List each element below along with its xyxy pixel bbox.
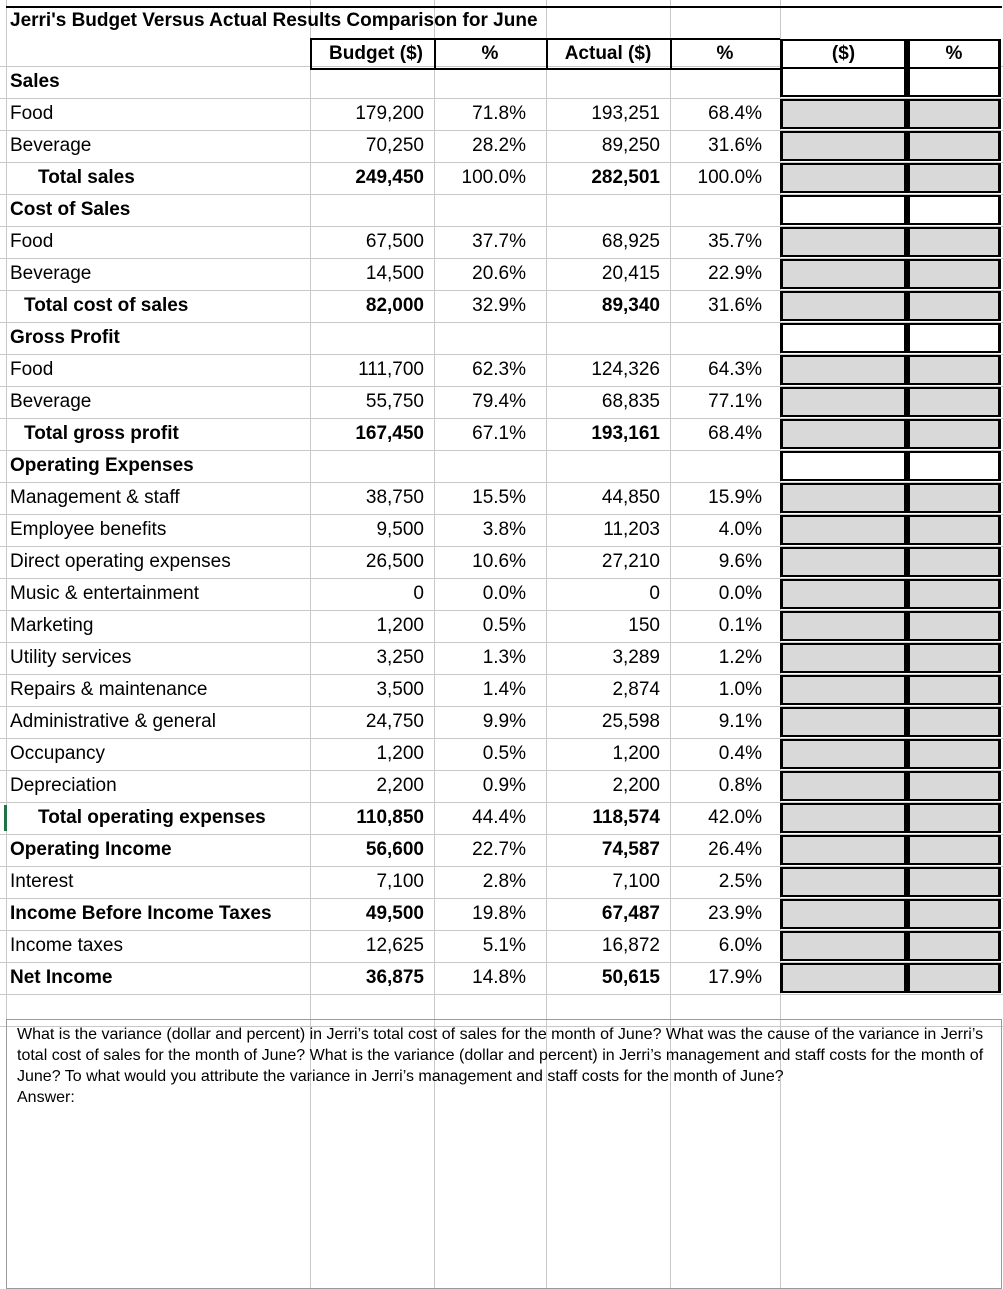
actual-pct-cell[interactable] xyxy=(670,194,780,226)
actual-cell[interactable] xyxy=(546,450,670,482)
budget-pct-cell[interactable]: 44.4% xyxy=(472,807,526,828)
budget-cell[interactable]: 0 xyxy=(413,583,424,604)
actual-cell[interactable] xyxy=(546,322,670,354)
row-label[interactable]: Utility services xyxy=(10,647,132,668)
actual-pct-cell[interactable]: 26.4% xyxy=(708,839,762,860)
budget-cell[interactable]: 14,500 xyxy=(365,263,424,284)
row-label[interactable]: Income Before Income Taxes xyxy=(10,903,272,924)
table-row xyxy=(0,546,1003,578)
actual-cell[interactable]: 20,415 xyxy=(601,263,660,284)
budget-cell[interactable]: 249,450 xyxy=(355,167,424,188)
actual-cell[interactable]: 3,289 xyxy=(612,647,660,668)
actual-cell[interactable]: 1,200 xyxy=(612,743,660,764)
row-label[interactable]: Depreciation xyxy=(10,775,117,796)
header-actual-pct[interactable]: % xyxy=(716,43,734,64)
question-box[interactable] xyxy=(6,1019,1002,1289)
budget-pct-cell[interactable]: 2.8% xyxy=(482,871,526,892)
variance-pct-input[interactable] xyxy=(907,259,1001,289)
variance-pct-input[interactable] xyxy=(907,547,1001,577)
budget-cell[interactable]: 70,250 xyxy=(365,135,424,156)
variance-dollar-input[interactable] xyxy=(780,387,907,417)
variance-pct-input[interactable] xyxy=(907,99,1001,129)
variance-dollar-input[interactable] xyxy=(780,611,907,641)
table-row xyxy=(0,738,1003,770)
budget-cell[interactable]: 111,700 xyxy=(358,359,424,380)
table-row xyxy=(0,610,1003,642)
actual-cell[interactable]: 74,587 xyxy=(601,839,660,860)
budget-cell[interactable]: 82,000 xyxy=(365,295,424,316)
budget-cell[interactable] xyxy=(310,450,434,482)
variance-dollar-input[interactable] xyxy=(780,835,907,865)
actual-cell[interactable]: 50,615 xyxy=(601,967,660,988)
variance-pct-input[interactable] xyxy=(907,675,1001,705)
actual-cell[interactable]: 193,161 xyxy=(591,423,660,444)
variance-dollar-input[interactable] xyxy=(780,291,907,321)
variance-pct-input[interactable] xyxy=(907,355,1001,385)
row-label[interactable]: Food xyxy=(10,103,54,124)
variance-pct-input[interactable] xyxy=(907,707,1001,737)
row-label[interactable]: Beverage xyxy=(10,135,92,156)
actual-cell[interactable]: 150 xyxy=(628,615,660,636)
actual-cell[interactable]: 118,574 xyxy=(592,807,660,828)
variance-dollar-input[interactable] xyxy=(780,67,907,97)
actual-cell[interactable]: 27,210 xyxy=(601,551,660,572)
table-row xyxy=(0,66,1003,98)
row-label[interactable]: Occupancy xyxy=(10,743,106,764)
variance-dollar-input[interactable] xyxy=(780,931,907,961)
budget-cell[interactable]: 26,500 xyxy=(365,551,424,572)
variance-pct-input[interactable] xyxy=(907,387,1001,417)
variance-pct-input[interactable] xyxy=(907,227,1001,257)
variance-pct-input[interactable] xyxy=(907,483,1001,513)
table-row xyxy=(0,194,1003,226)
actual-cell[interactable]: 11,203 xyxy=(603,519,660,540)
budget-pct-cell[interactable]: 71.8% xyxy=(472,103,526,124)
variance-pct-input[interactable] xyxy=(907,867,1001,897)
title-row xyxy=(0,6,1003,36)
variance-dollar-input[interactable] xyxy=(780,771,907,801)
actual-cell[interactable] xyxy=(546,194,670,226)
actual-cell[interactable]: 0 xyxy=(649,583,660,604)
table-row xyxy=(0,322,1003,354)
budget-pct-cell[interactable]: 22.7% xyxy=(472,839,526,860)
budget-cell[interactable]: 56,600 xyxy=(365,839,424,860)
table-row xyxy=(0,386,1003,418)
variance-dollar-input[interactable] xyxy=(780,259,907,289)
variance-pct-input[interactable] xyxy=(907,323,1001,353)
table-row xyxy=(0,706,1003,738)
budget-cell[interactable]: 36,875 xyxy=(365,967,424,988)
budget-cell[interactable]: 49,500 xyxy=(365,903,424,924)
budget-cell[interactable] xyxy=(310,194,434,226)
variance-dollar-input[interactable] xyxy=(780,515,907,545)
actual-cell[interactable]: 89,250 xyxy=(601,135,660,156)
variance-pct-input[interactable] xyxy=(907,515,1001,545)
budget-pct-cell[interactable]: 19.8% xyxy=(472,903,526,924)
table-row xyxy=(0,226,1003,258)
row-label[interactable]: Repairs & maintenance xyxy=(10,679,208,700)
answer-label: Answer: xyxy=(17,1089,75,1106)
row-label[interactable]: Operating Income xyxy=(10,839,172,860)
budget-pct-cell[interactable]: 10.6% xyxy=(472,551,526,572)
actual-cell[interactable] xyxy=(546,66,670,98)
actual-pct-cell[interactable]: 100.0% xyxy=(697,167,762,188)
actual-cell[interactable]: 89,340 xyxy=(601,295,660,316)
actual-pct-cell[interactable]: 4.0% xyxy=(718,519,762,540)
budget-pct-cell[interactable]: 67.1% xyxy=(472,423,526,444)
budget-cell[interactable]: 3,500 xyxy=(376,679,424,700)
row-label[interactable]: Total gross profit xyxy=(24,423,179,444)
actual-pct-cell[interactable] xyxy=(670,450,780,482)
actual-pct-cell[interactable]: 35.7% xyxy=(708,231,762,252)
table-row xyxy=(0,482,1003,514)
variance-pct-input[interactable] xyxy=(907,803,1001,833)
variance-pct-input[interactable] xyxy=(907,963,1001,993)
actual-pct-cell[interactable]: 1.2% xyxy=(718,647,762,668)
actual-pct-cell[interactable]: 2.5% xyxy=(718,871,762,892)
actual-cell[interactable]: 7,100 xyxy=(612,871,660,892)
budget-pct-cell[interactable]: 5.1% xyxy=(482,935,526,956)
budget-pct-cell[interactable] xyxy=(434,450,546,482)
budget-pct-cell[interactable]: 15.5% xyxy=(472,487,526,508)
variance-dollar-input[interactable] xyxy=(780,483,907,513)
budget-cell[interactable]: 55,750 xyxy=(365,391,424,412)
row-label[interactable]: Direct operating expenses xyxy=(10,551,231,572)
variance-dollar-input[interactable] xyxy=(780,419,907,449)
budget-pct-cell[interactable]: 100.0% xyxy=(461,167,526,188)
table-row xyxy=(0,578,1003,610)
variance-dollar-input[interactable] xyxy=(780,547,907,577)
table-row xyxy=(0,802,1003,834)
actual-pct-cell[interactable]: 31.6% xyxy=(708,135,762,156)
variance-dollar-input[interactable] xyxy=(780,323,907,353)
variance-dollar-input[interactable] xyxy=(780,899,907,929)
row-label[interactable]: Administrative & general xyxy=(10,711,216,732)
budget-pct-cell[interactable]: 14.8% xyxy=(472,967,526,988)
variance-pct-input[interactable] xyxy=(907,899,1001,929)
row-label[interactable]: Net Income xyxy=(10,967,113,988)
budget-pct-cell[interactable]: 20.6% xyxy=(472,263,526,284)
variance-pct-input[interactable] xyxy=(907,579,1001,609)
header-budget-pct[interactable]: % xyxy=(481,43,499,64)
title-top-border xyxy=(6,6,1002,8)
table-row xyxy=(0,162,1003,194)
budget-cell[interactable]: 1,200 xyxy=(376,743,424,764)
row-label[interactable]: Interest xyxy=(10,871,74,892)
row-label[interactable]: Total operating expenses xyxy=(38,807,266,828)
budget-pct-cell[interactable]: 0.0% xyxy=(482,583,526,604)
actual-cell[interactable]: 124,326 xyxy=(591,359,660,380)
variance-dollar-input[interactable] xyxy=(780,675,907,705)
variance-pct-input[interactable] xyxy=(907,195,1001,225)
budget-cell[interactable]: 167,450 xyxy=(355,423,424,444)
header-var-dollar[interactable]: ($) xyxy=(831,43,856,64)
row-label[interactable]: Food xyxy=(10,231,54,252)
actual-pct-cell[interactable]: 22.9% xyxy=(708,263,762,284)
variance-pct-input[interactable] xyxy=(907,419,1001,449)
question-text: What is the variance (dollar and percent) in Jerri’s total cost of sales for the month of June? What was the cause of the variance in Jerri’s total cost of sales for the month of June? What is the variance (dollar and percent) in Jerri’s management and staff costs for the month of June? To what would you attribute the variance in Jerri’s management and staff costs for the month of June? xyxy=(17,1026,984,1085)
row-label[interactable]: Food xyxy=(10,359,54,380)
row-label[interactable]: Marketing xyxy=(10,615,94,636)
row-label[interactable]: Beverage xyxy=(10,263,92,284)
variance-pct-input[interactable] xyxy=(907,771,1001,801)
variance-dollar-input[interactable] xyxy=(780,643,907,673)
budget-pct-cell[interactable] xyxy=(434,66,546,98)
table-row xyxy=(0,418,1003,450)
actual-cell[interactable]: 67,487 xyxy=(601,903,660,924)
table-row xyxy=(0,130,1003,162)
table-row xyxy=(0,642,1003,674)
variance-dollar-input[interactable] xyxy=(780,451,907,481)
actual-pct-cell[interactable]: 6.0% xyxy=(718,935,762,956)
budget-cell[interactable]: 2,200 xyxy=(376,775,424,796)
table-row xyxy=(0,450,1003,482)
actual-pct-cell[interactable]: 17.9% xyxy=(708,967,762,988)
actual-pct-cell[interactable]: 0.1% xyxy=(718,615,762,636)
actual-pct-cell[interactable]: 64.3% xyxy=(708,359,762,380)
actual-pct-cell[interactable]: 0.4% xyxy=(718,743,762,764)
variance-pct-input[interactable] xyxy=(907,131,1001,161)
actual-pct-cell[interactable] xyxy=(670,322,780,354)
variance-dollar-input[interactable] xyxy=(780,163,907,193)
budget-cell[interactable]: 9,500 xyxy=(376,519,424,540)
table-row xyxy=(0,290,1003,322)
actual-pct-cell[interactable]: 0.0% xyxy=(718,583,762,604)
variance-pct-input[interactable] xyxy=(907,931,1001,961)
budget-cell[interactable]: 110,850 xyxy=(356,807,424,828)
budget-cell[interactable]: 24,750 xyxy=(365,711,424,732)
actual-pct-cell[interactable]: 77.1% xyxy=(708,391,762,412)
budget-pct-cell[interactable] xyxy=(434,194,546,226)
table-row xyxy=(0,962,1003,994)
variance-dollar-input[interactable] xyxy=(780,579,907,609)
table-row xyxy=(0,258,1003,290)
row-label[interactable]: Music & entertainment xyxy=(10,583,200,604)
table-row xyxy=(0,514,1003,546)
variance-pct-input[interactable] xyxy=(907,67,1001,97)
actual-pct-cell[interactable]: 1.0% xyxy=(718,679,762,700)
actual-cell[interactable]: 282,501 xyxy=(591,167,660,188)
variance-pct-input[interactable] xyxy=(907,291,1001,321)
variance-pct-input[interactable] xyxy=(907,163,1001,193)
variance-dollar-input[interactable] xyxy=(780,227,907,257)
actual-pct-cell[interactable]: 0.8% xyxy=(718,775,762,796)
table-row xyxy=(0,354,1003,386)
row-label[interactable]: Employee benefits xyxy=(10,519,167,540)
budget-pct-cell[interactable]: 0.5% xyxy=(482,743,526,764)
actual-pct-cell[interactable]: 9.1% xyxy=(718,711,762,732)
budget-cell[interactable] xyxy=(310,322,434,354)
row-label[interactable]: Total cost of sales xyxy=(24,295,189,316)
budget-pct-cell[interactable]: 3.8% xyxy=(482,519,526,540)
actual-cell[interactable]: 68,835 xyxy=(601,391,660,412)
table-row xyxy=(0,898,1003,930)
actual-pct-cell[interactable]: 15.9% xyxy=(708,487,762,508)
row-label[interactable]: Total sales xyxy=(38,167,135,188)
budget-pct-cell[interactable] xyxy=(434,322,546,354)
actual-pct-cell[interactable]: 68.4% xyxy=(708,103,762,124)
budget-cell[interactable]: 7,100 xyxy=(376,871,424,892)
budget-pct-cell[interactable]: 1.4% xyxy=(482,679,526,700)
budget-pct-cell[interactable]: 37.7% xyxy=(472,231,526,252)
budget-pct-cell[interactable]: 9.9% xyxy=(482,711,526,732)
actual-pct-cell[interactable]: 42.0% xyxy=(708,807,762,828)
header-budget[interactable]: Budget ($) xyxy=(329,43,423,64)
row-label[interactable]: Gross Profit xyxy=(10,327,120,348)
row-label[interactable]: Sales xyxy=(10,71,60,92)
budget-cell[interactable] xyxy=(310,66,434,98)
actual-cell[interactable]: 16,872 xyxy=(601,935,660,956)
variance-dollar-input[interactable] xyxy=(780,195,907,225)
row-label[interactable]: Income taxes xyxy=(10,935,123,956)
actual-cell[interactable]: 2,200 xyxy=(612,775,660,796)
actual-pct-cell[interactable] xyxy=(670,66,780,98)
actual-cell[interactable]: 68,925 xyxy=(601,231,660,252)
variance-pct-input[interactable] xyxy=(907,835,1001,865)
actual-pct-cell[interactable]: 31.6% xyxy=(708,295,762,316)
table-row xyxy=(0,930,1003,962)
header-actual[interactable]: Actual ($) xyxy=(564,43,652,64)
budget-pct-cell[interactable]: 0.5% xyxy=(482,615,526,636)
header-var-pct[interactable]: % xyxy=(945,43,963,64)
budget-cell[interactable]: 12,625 xyxy=(365,935,424,956)
variance-dollar-input[interactable] xyxy=(780,803,907,833)
gridline-horizontal xyxy=(0,994,1003,995)
table-row xyxy=(0,770,1003,802)
budget-pct-cell[interactable]: 1.3% xyxy=(482,647,526,668)
budget-pct-cell[interactable]: 0.9% xyxy=(482,775,526,796)
budget-cell[interactable]: 3,250 xyxy=(376,647,424,668)
table-row xyxy=(0,674,1003,706)
row-label[interactable]: Beverage xyxy=(10,391,92,412)
variance-dollar-input[interactable] xyxy=(780,131,907,161)
budget-cell[interactable]: 1,200 xyxy=(376,615,424,636)
variance-pct-input[interactable] xyxy=(907,643,1001,673)
actual-pct-cell[interactable]: 23.9% xyxy=(708,903,762,924)
actual-cell[interactable]: 2,874 xyxy=(612,679,660,700)
table-row xyxy=(0,834,1003,866)
budget-pct-cell[interactable]: 62.3% xyxy=(472,359,526,380)
row-label[interactable]: Management & staff xyxy=(10,487,180,508)
budget-cell[interactable]: 67,500 xyxy=(365,231,424,252)
variance-dollar-input[interactable] xyxy=(780,867,907,897)
budget-pct-cell[interactable]: 28.2% xyxy=(472,135,526,156)
actual-pct-cell[interactable]: 68.4% xyxy=(708,423,762,444)
variance-dollar-input[interactable] xyxy=(780,963,907,993)
actual-cell[interactable]: 193,251 xyxy=(591,103,660,124)
variance-dollar-input[interactable] xyxy=(780,355,907,385)
row-label[interactable]: Operating Expenses xyxy=(10,455,194,476)
sheet-title[interactable]: Jerri's Budget Versus Actual Results Comparison for June xyxy=(10,10,538,31)
variance-dollar-input[interactable] xyxy=(780,707,907,737)
variance-dollar-input[interactable] xyxy=(780,739,907,769)
variance-pct-input[interactable] xyxy=(907,739,1001,769)
budget-pct-cell[interactable]: 79.4% xyxy=(472,391,526,412)
variance-pct-input[interactable] xyxy=(907,611,1001,641)
row-label[interactable]: Cost of Sales xyxy=(10,199,131,220)
actual-cell[interactable]: 44,850 xyxy=(601,487,660,508)
variance-dollar-input[interactable] xyxy=(780,99,907,129)
variance-pct-input[interactable] xyxy=(907,451,1001,481)
table-row xyxy=(0,98,1003,130)
actual-cell[interactable]: 25,598 xyxy=(601,711,660,732)
budget-cell[interactable]: 179,200 xyxy=(355,103,424,124)
table-row xyxy=(0,866,1003,898)
selection-marker xyxy=(4,805,7,831)
budget-pct-cell[interactable]: 32.9% xyxy=(472,295,526,316)
budget-cell[interactable]: 38,750 xyxy=(365,487,424,508)
actual-pct-cell[interactable]: 9.6% xyxy=(718,551,762,572)
